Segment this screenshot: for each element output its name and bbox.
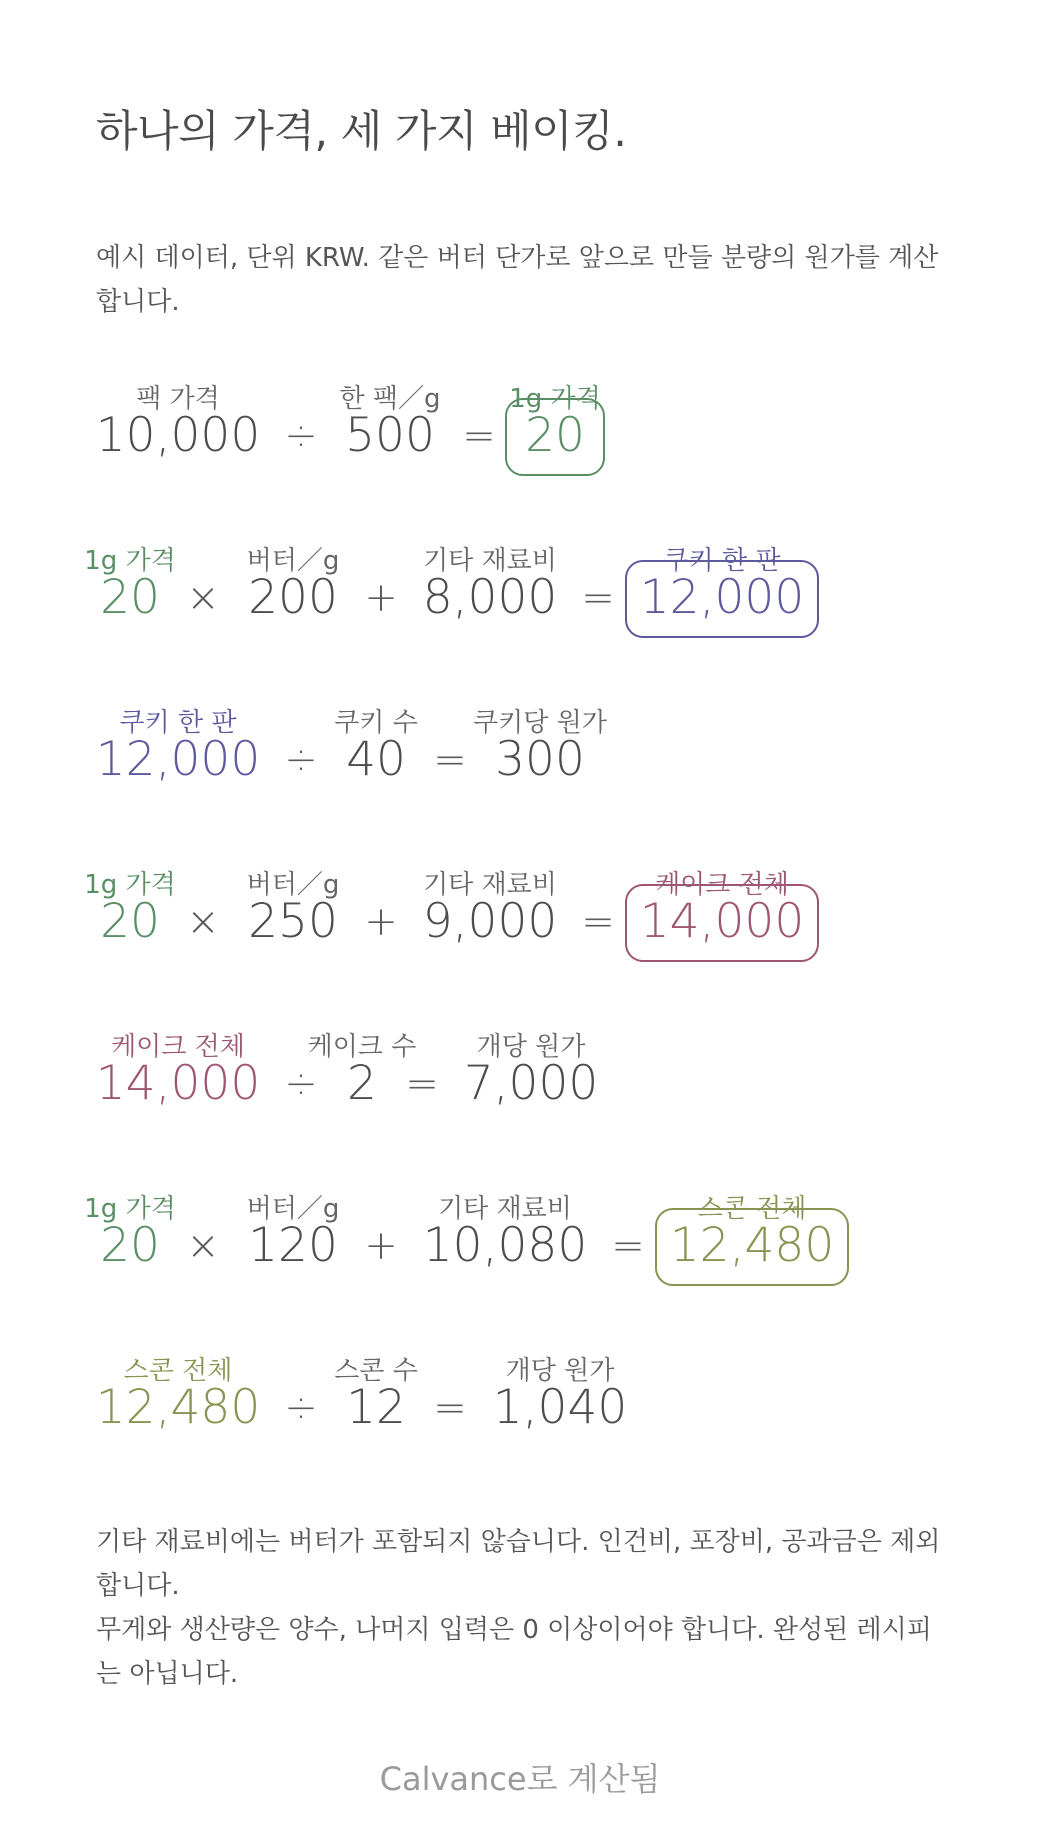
term-value: 9,000: [422, 894, 558, 949]
result-value: 12,000: [639, 570, 805, 625]
equation-scone-total: [0, 1188, 1040, 1318]
footnote-line-2: 무게와 생산량은 양수, 나머지 입력은 0 이상이어야 합니다. 완성된 레시피는 아닙니다.: [96, 1615, 932, 1689]
term-value: 8,000: [422, 570, 558, 625]
divide-operator: ÷: [284, 737, 318, 783]
equals-operator: =: [462, 413, 496, 459]
result-label: 쿠키 한 판: [663, 546, 781, 576]
term-value: 120: [248, 1218, 338, 1273]
term-label: 버터／g: [246, 1194, 340, 1224]
equals-operator: =: [611, 1223, 645, 1269]
equation-cookie-unit: [0, 702, 1040, 832]
equation-cookie-batch: [0, 540, 1040, 670]
term-value: 10,080: [422, 1218, 588, 1273]
multiply-operator: ×: [186, 1223, 220, 1269]
equals-operator: =: [581, 899, 615, 945]
plus-operator: +: [364, 575, 398, 621]
term-value: 14,000: [95, 1056, 261, 1111]
term-value: 2: [347, 1056, 377, 1111]
term-label: 1g 가격: [84, 870, 176, 900]
term-label: 버터／g: [246, 870, 340, 900]
term-value: 12: [346, 1380, 406, 1435]
equation-cake-unit: [0, 1026, 1040, 1156]
term-label: 기타 재료비: [438, 1194, 572, 1224]
term-value: 300: [495, 732, 585, 787]
term-label: 스콘 전체: [123, 1356, 233, 1386]
term-label: 기타 재료비: [423, 546, 557, 576]
equals-operator: =: [581, 575, 615, 621]
term-value: 200: [248, 570, 338, 625]
equation-cake-total: [0, 864, 1040, 994]
divide-operator: ÷: [284, 1061, 318, 1107]
intro-text: 예시 데이터, 단위 KRW. 같은 버터 단가로 앞으로 만들 분량의 원가를 계산합니다.: [96, 243, 939, 317]
term-value: 1,040: [492, 1380, 628, 1435]
divide-operator: ÷: [284, 413, 318, 459]
term-value: 12,480: [95, 1380, 261, 1435]
multiply-operator: ×: [186, 899, 220, 945]
term-label: 한 팩／g: [339, 384, 441, 414]
result-label: 케이크 전체: [655, 870, 789, 900]
result-value: 14,000: [639, 894, 805, 949]
result-value: 12,480: [669, 1218, 835, 1273]
term-label: 버터／g: [246, 546, 340, 576]
divide-operator: ÷: [284, 1385, 318, 1431]
multiply-operator: ×: [186, 575, 220, 621]
term-value: 20: [100, 894, 160, 949]
term-value: 500: [345, 408, 435, 463]
term-label: 팩 가격: [136, 384, 220, 414]
footer-credit: Calvance로 계산됨: [379, 1760, 661, 1798]
equals-operator: =: [433, 737, 467, 783]
term-value: 40: [346, 732, 406, 787]
term-value: 250: [248, 894, 338, 949]
term-label: 쿠키당 원가: [473, 708, 607, 738]
page-title: 하나의 가격, 세 가지 베이킹.: [96, 107, 627, 157]
result-value: 20: [525, 408, 585, 463]
term-label: 스콘 수: [334, 1356, 418, 1386]
plus-operator: +: [364, 1223, 398, 1269]
plus-operator: +: [364, 899, 398, 945]
term-value: 10,000: [95, 408, 261, 463]
equals-operator: =: [433, 1385, 467, 1431]
equation-scone-unit: [0, 1350, 1040, 1480]
term-label: 1g 가격: [84, 1194, 176, 1224]
term-label: 쿠키 수: [334, 708, 418, 738]
term-label: 케이크 수: [307, 1032, 417, 1062]
footnote: [96, 1520, 956, 1696]
footnote-line-1: 기타 재료비에는 버터가 포함되지 않습니다. 인건비, 포장비, 공과금은 제외합니다.: [96, 1527, 941, 1601]
term-label: 기타 재료비: [423, 870, 557, 900]
term-label: 쿠키 한 판: [119, 708, 237, 738]
equals-operator: =: [405, 1061, 439, 1107]
result-label: 스콘 전체: [697, 1194, 807, 1224]
term-value: 20: [100, 570, 160, 625]
term-label: 1g 가격: [84, 546, 176, 576]
term-label: 개당 원가: [505, 1356, 615, 1386]
term-label: 케이크 전체: [111, 1032, 245, 1062]
term-value: 20: [100, 1218, 160, 1273]
result-label: 1g 가격: [509, 384, 601, 414]
equation-price-per-gram: [0, 378, 1040, 508]
term-value: 7,000: [463, 1056, 599, 1111]
term-label: 개당 원가: [476, 1032, 586, 1062]
term-value: 12,000: [95, 732, 261, 787]
